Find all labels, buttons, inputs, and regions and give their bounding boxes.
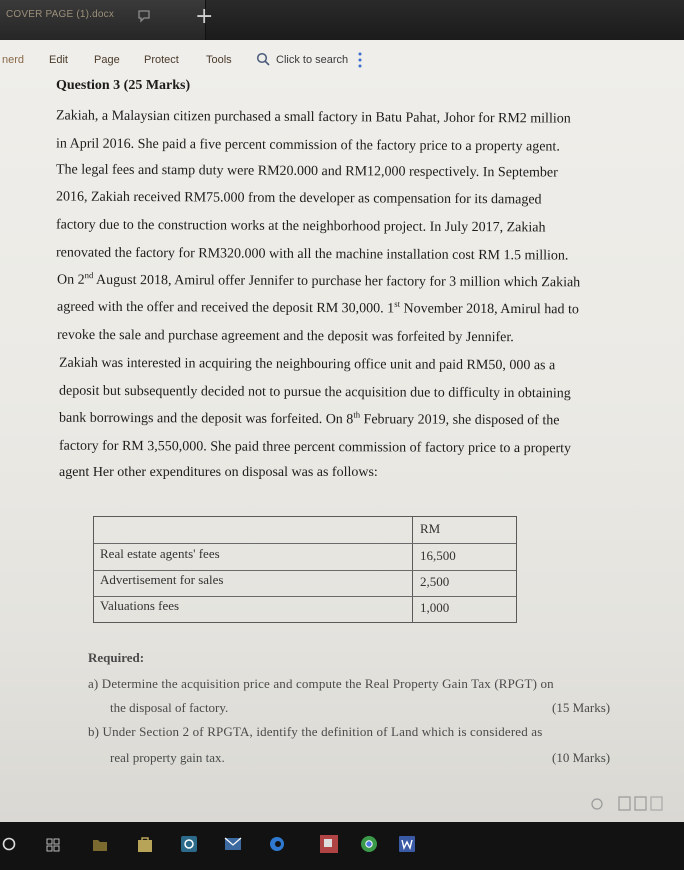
menu-item-edit[interactable]: Edit [49, 54, 68, 66]
paragraph-line: revoke the sale and purchase agreement and the deposit was forfeited by Jennifer. [56, 327, 514, 346]
paragraph-line: factory due to the construction works at the neighborhood project. In July 2017, Zakiah [55, 217, 546, 236]
view-controls [585, 792, 675, 821]
table-cell-amount: 1,000 [420, 600, 450, 615]
folder-icon[interactable] [92, 838, 108, 852]
paragraph-line: renovated the factory for RM320.000 with all the machine installation cost RM 1.5 million. [55, 245, 569, 264]
task-view-icon[interactable] [46, 838, 60, 852]
marks-b: (10 Marks) [552, 750, 611, 765]
view-mode-icon[interactable] [585, 792, 675, 816]
marks-a: (15 Marks) [552, 700, 611, 715]
menu-item-nerd[interactable]: nerd [2, 54, 25, 66]
paragraph-line: factory for RM 3,550,000. She paid three percent commission of factory price to a property [58, 438, 572, 457]
new-tab-button[interactable]: + [195, 4, 214, 29]
expenses-table [93, 516, 517, 623]
photos-icon[interactable] [318, 833, 340, 855]
taskbar [0, 822, 684, 870]
paragraph-line: Zakiah was interested in acquiring the neighbouring office unit and paid RM50, 000 as a [58, 355, 556, 374]
table-divider [94, 543, 516, 544]
app-icon-circle[interactable] [180, 835, 198, 853]
table-cell-amount: 16,500 [420, 548, 456, 563]
question-part-a: a) Determine the acquisition price and compute the Real Property Gain Tax (RPGT) on [88, 676, 554, 691]
chrome-icon[interactable] [360, 835, 378, 853]
store-icon[interactable] [136, 835, 154, 853]
paragraph-line: agreed with the offer and received the deposit RM 30,000. 1st November 2018, Amirul had to [56, 298, 579, 318]
paragraph-line: deposit but subsequently decided not to pursue the acquisition due to difficulty in obtaining [58, 383, 571, 402]
paragraph-line: agent Her other expenditures on disposal was as follows: [59, 465, 378, 480]
word-icon[interactable] [398, 835, 416, 853]
table-cell-item: Advertisement for sales [100, 572, 224, 587]
table-divider [94, 570, 516, 571]
paragraph-line: bank borrowings and the deposit was forfeited. On 8th February 2019, she disposed of the [58, 409, 560, 429]
table-cell-item: Valuations fees [100, 598, 180, 613]
mail-icon[interactable] [224, 835, 242, 853]
menu-item-protect[interactable]: Protect [144, 54, 179, 66]
paragraph-line: in April 2016. She paid a five percent commission of the factory price to a property agent. [55, 136, 560, 155]
table-divider [94, 596, 516, 597]
question-part-b-cont: real property gain tax. [110, 750, 225, 765]
table-cell-item: Real estate agents' fees [100, 546, 220, 561]
menu-item-tools[interactable]: Tools [206, 54, 232, 66]
paragraph-line: On 2nd August 2018, Amirul offer Jennifer to purchase her factory for 3 million which Zakiah [56, 270, 581, 291]
table-cell-amount: 2,500 [420, 574, 450, 589]
paragraph-line: The legal fees and stamp duty were RM20.000 and RM12,000 respectively. In September [55, 162, 558, 181]
paragraph-line: Zakiah, a Malaysian citizen purchased a small factory in Batu Pahat, Johor for RM2 million [55, 108, 571, 127]
required-label: Required: [88, 650, 145, 665]
table-header-rm: RM [420, 521, 441, 536]
edge-browser-icon[interactable] [268, 835, 286, 853]
tab-title: COVER PAGE (1).docx [6, 9, 115, 20]
question-part-a-cont: the disposal of factory. [110, 700, 229, 715]
question-part-b: b) Under Section 2 of RPGTA, identify the definition of Land which is considered as [88, 724, 543, 739]
search-input[interactable]: Click to search [276, 54, 349, 66]
start-circle-icon[interactable] [2, 836, 16, 852]
menu-item-page[interactable]: Page [94, 54, 120, 66]
question-heading: Question 3 (25 Marks) [56, 78, 191, 93]
paragraph-line: 2016, Zakiah received RM75.000 from the developer as compensation for its damaged [55, 189, 542, 208]
